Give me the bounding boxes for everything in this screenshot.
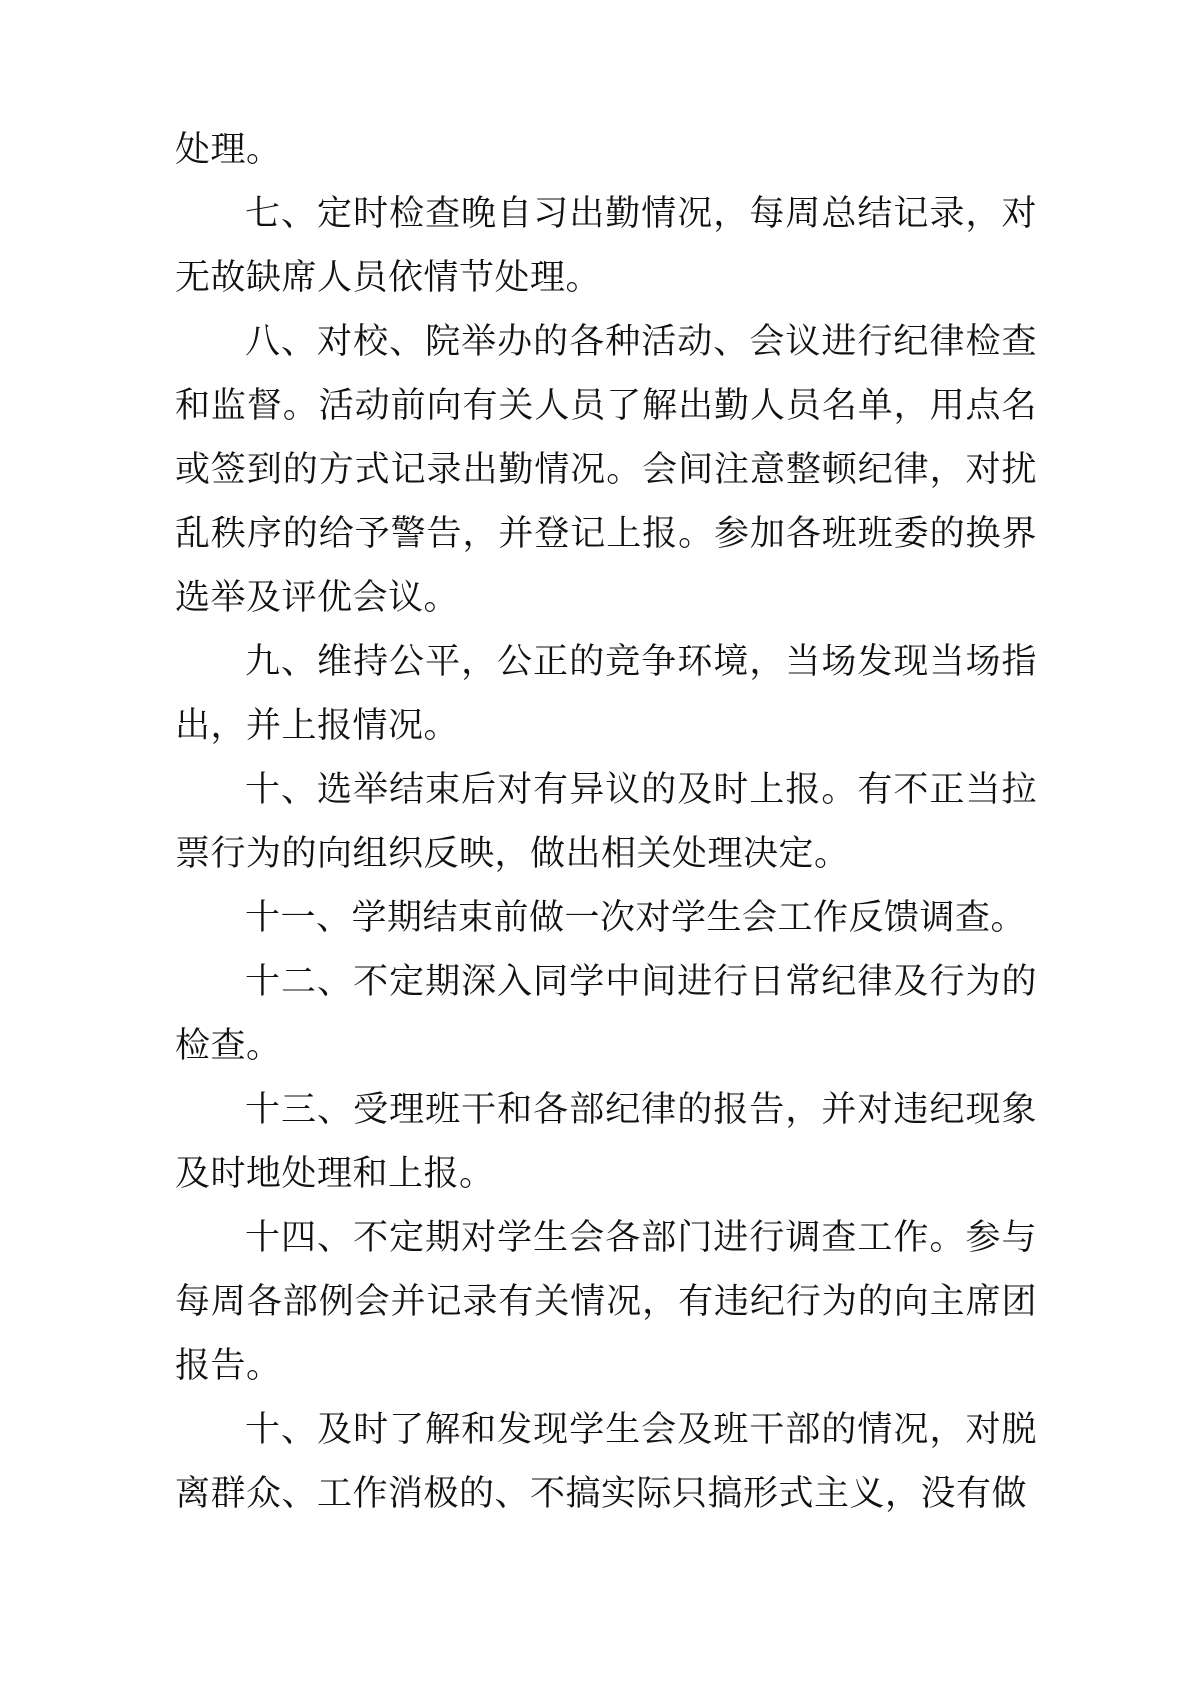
paragraph-item-13: 十三、受理班干和各部纪律的报告，并对违纪现象及时地处理和上报。 — [175, 1090, 1037, 1194]
paragraph-item-7: 七、定时检查晚自习出勤情况，每周总结记录，对无故缺席人员依情节处理。 — [175, 194, 1037, 298]
paragraph-item-10: 十、选举结束后对有异议的及时上报。有不正当拉票行为的向组织反映，做出相关处理决定。 — [175, 770, 1037, 874]
paragraph-item-14: 十四、不定期对学生会各部门进行调查工作。参与每周各部例会并记录有关情况，有违纪行为的向主席团报告。 — [175, 1218, 1037, 1386]
paragraph-item-9: 九、维持公平，公正的竞争环境，当场发现当场指出，并上报情况。 — [175, 642, 1037, 746]
paragraph-item-11: 十一、学期结束前做一次对学生会工作反馈调查。 — [245, 898, 1027, 938]
document-body — [175, 118, 1037, 1526]
paragraph-item-12: 十二、不定期深入同学中间进行日常纪律及行为的检查。 — [175, 962, 1037, 1066]
paragraph-item-8: 八、对校、院举办的各种活动、会议进行纪律检查和监督。活动前向有关人员了解出勤人员名单，用点名或签到的方式记录出勤情况。会间注意整顿纪律，对扰乱秩序的给予警告，并登记上报。参加各班班委的换界选举及评优会议。 — [175, 322, 1037, 618]
paragraph-continuation: 处理。 — [175, 130, 282, 170]
paragraph-item-10-repeat: 十、及时了解和发现学生会及班干部的情况，对脱离群众、工作消极的、不搞实际只搞形式主义，没有做 — [175, 1410, 1037, 1514]
